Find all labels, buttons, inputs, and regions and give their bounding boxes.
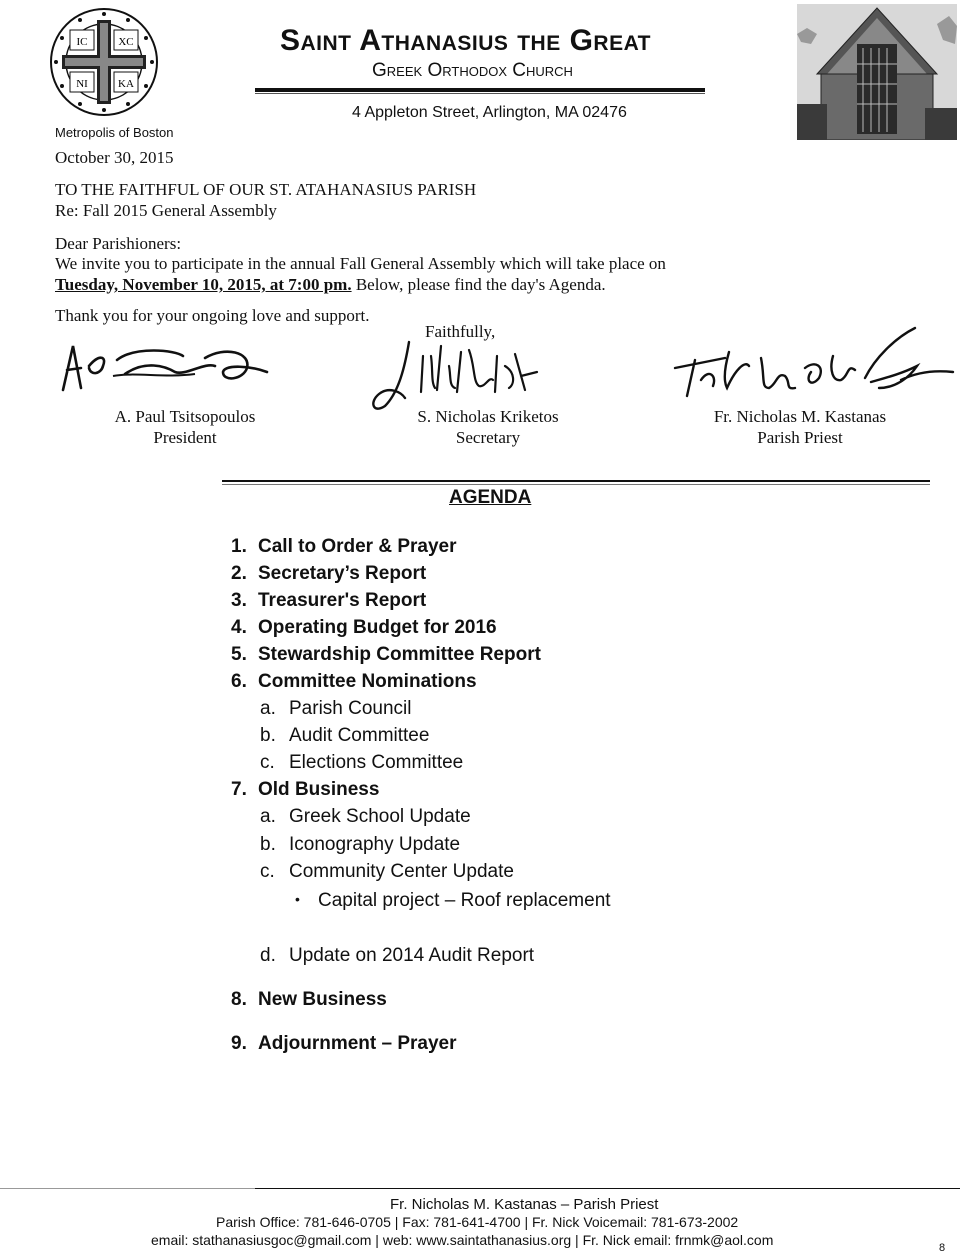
assembly-date: Tuesday, November 10, 2015, at 7:00 pm. <box>55 275 352 294</box>
letter-salutation: Dear Parishioners: <box>55 234 182 253</box>
signatory-role-president: President <box>153 428 217 447</box>
parish-seal <box>48 6 160 118</box>
agenda-item: 6. Committee Nominations <box>231 671 477 692</box>
closing: Faithfully, <box>425 322 496 341</box>
signature-president <box>55 336 270 398</box>
agenda-item: 3. Treasurer's Report <box>231 590 427 611</box>
letter-date: October 30, 2015 <box>55 148 174 167</box>
invite-line-1: We invite you to participate in the annual Fall General Assembly which will take place on <box>55 254 666 273</box>
signatory-role-priest: Parish Priest <box>757 428 843 447</box>
agenda-heading: AGENDA <box>449 487 532 508</box>
seal-letter-ic: IC <box>76 36 88 48</box>
signatory-role-secretary: Secretary <box>455 428 521 447</box>
thanks-line: Thank you for your ongoing love and support. <box>55 306 370 325</box>
agenda-subitem: a. Greek School Update <box>260 806 471 827</box>
agenda-item: 4. Operating Budget for 2016 <box>231 617 497 638</box>
agenda-subitem: a. Parish Council <box>260 698 412 719</box>
footer-contact-phones: Parish Office: 781-646-0705 | Fax: 781-641-4700 | Fr. Nick Voicemail: 781-673-2002 <box>216 1214 739 1230</box>
agenda-divider-thin <box>222 484 930 485</box>
metropolis-label: Metropolis of Boston <box>55 125 174 140</box>
footer-priest: Fr. Nicholas M. Kastanas – Parish Priest <box>390 1196 659 1213</box>
signatory-name-priest: Fr. Nicholas M. Kastanas <box>713 407 887 426</box>
agenda-subitem: c. Elections Committee <box>260 752 464 773</box>
church-title: Saint Athanasius the Great <box>280 24 652 57</box>
bullet-icon: • <box>295 891 300 907</box>
letter-recipient: TO THE FAITHFUL OF OUR ST. ATAHANASIUS PARISH <box>55 180 477 199</box>
agenda-item: 8. New Business <box>231 989 387 1010</box>
agenda-item: 1. Call to Order & Prayer <box>231 536 457 557</box>
invite-line-2 <box>55 275 606 295</box>
church-building-photo <box>797 4 957 140</box>
seal-letter-ni: NI <box>76 78 88 90</box>
page-number: 8 <box>939 1242 946 1254</box>
agenda-subitem: c. Community Center Update <box>260 861 514 882</box>
signature-parish-priest <box>665 318 955 413</box>
agenda-item: 9. Adjournment – Prayer <box>231 1033 457 1054</box>
seal-letter-ka: KA <box>118 78 134 90</box>
agenda-subitem: b. Iconography Update <box>260 834 461 855</box>
agenda-bullet-item: • Capital project – Roof replacement <box>295 890 611 911</box>
church-subtitle: Greek Orthodox Church <box>372 60 573 81</box>
agenda-divider <box>222 480 930 482</box>
signatory-name-secretary: S. Nicholas Kriketos <box>417 407 559 426</box>
signatory-name-president: A. Paul Tsitsopoulos <box>114 407 256 426</box>
agenda-item: 7. Old Business <box>231 779 380 800</box>
footer-rule-left <box>0 1188 255 1189</box>
agenda-item: 5. Stewardship Committee Report <box>231 644 541 665</box>
invite-after-text: Below, please find the day's Agenda. <box>351 275 606 294</box>
signature-secretary <box>365 336 565 414</box>
church-address: 4 Appleton Street, Arlington, MA 02476 <box>352 104 627 121</box>
footer-rule <box>255 1188 960 1189</box>
agenda-item: 2. Secretary’s Report <box>231 563 427 584</box>
seal-letter-xc: XC <box>118 36 134 48</box>
header-rule <box>255 88 705 92</box>
footer-contact-email-web: email: stathanasiusgoc@gmail.com | web: www.saintathanasius.org | Fr. Nick email: frnmk@aol.com <box>151 1232 774 1248</box>
agenda-subitem: b. Audit Committee <box>260 725 430 746</box>
header-rule-thin <box>255 93 705 94</box>
letter-subject: Re: Fall 2015 General Assembly <box>55 201 277 220</box>
agenda-subitem: d. Update on 2014 Audit Report <box>260 945 535 966</box>
